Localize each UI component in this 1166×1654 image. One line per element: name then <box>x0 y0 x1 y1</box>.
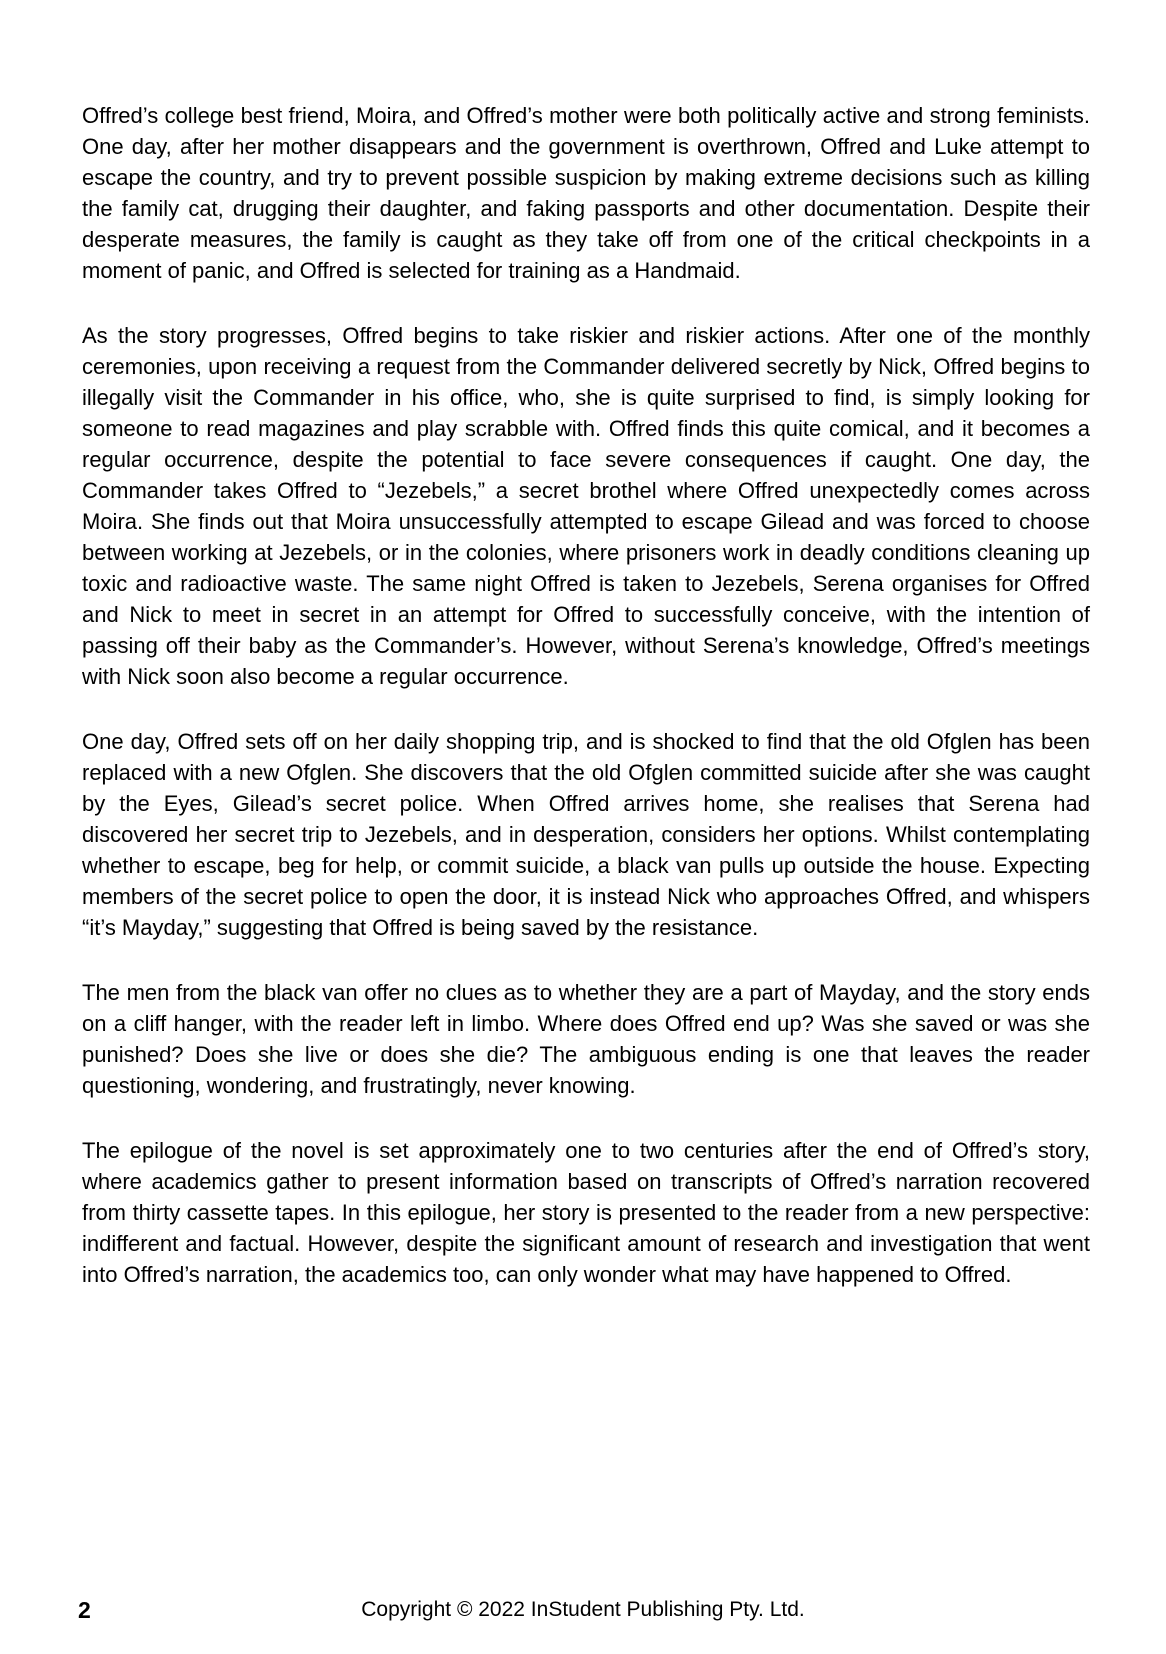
copyright-notice: Copyright © 2022 InStudent Publishing Pty. Ltd. <box>361 1598 805 1621</box>
paragraph-1: Offred’s college best friend, Moira, and Offred’s mother were both politically active and strong feminists. One day, after her mother disappears and the government is overthrown, Offred and Luke attempt to escape the country, and try to prevent possible suspicion by making extreme decisions such as killing the family cat, drugging their daughter, and faking passports and other documentation. Despite their desperate measures, the family is caught as they take off from one of the critical checkpoints in a moment of panic, and Offred is selected for training as a Handmaid. <box>82 103 1090 283</box>
paragraph-5: The epilogue of the novel is set approximately one to two centuries after the end of Offred’s story, where academics gather to present information based on transcripts of Offred’s narration recovered from thirty cassette tapes. In this epilogue, her story is presented to the reader from a new perspective: indifferent and factual. However, despite the significant amount of research and investigation that went into Offred’s narration, the academics too, can only wonder what may have happened to Offred. <box>82 1138 1090 1287</box>
page-number: 2 <box>78 1597 91 1623</box>
paragraph-4: The men from the black van offer no clues as to whether they are a part of Mayday, and the story ends on a cliff hanger, with the reader left in limbo. Where does Offred end up? Was she saved or was she punished? Does she live or does she die? The ambiguous ending is one that leaves the reader questioning, wondering, and frustratingly, never knowing. <box>82 980 1090 1098</box>
paragraph-3: One day, Offred sets off on her daily shopping trip, and is shocked to find that the old Ofglen has been replaced with a new Ofglen. She discovers that the old Ofglen committed suicide after she was caught by the Eyes, Gilead’s secret police. When Offred arrives home, she realises that Serena had discovered her secret trip to Jezebels, and in desperation, considers her options. Whilst contemplating whether to escape, beg for help, or commit suicide, a black van pulls up outside the house. Expecting members of the secret police to open the door, it is instead Nick who approaches Offred, and whispers “it’s Mayday,” suggesting that Offred is being saved by the resistance. <box>82 729 1090 940</box>
summary-text-block <box>82 100 1090 1290</box>
paragraph-2: As the story progresses, Offred begins to take riskier and riskier actions. After one of the monthly ceremonies, upon receiving a request from the Commander delivered secretly by Nick, Offred begins to illegally visit the Commander in his office, who, she is quite surprised to find, is simply looking for someone to read magazines and play scrabble with. Offred finds this quite comical, and it becomes a regular occurrence, despite the potential to face severe consequences if caught. One day, the Commander takes Offred to “Jezebels,” a secret brothel where Offred unexpectedly comes across Moira. She finds out that Moira unsuccessfully attempted to escape Gilead and was forced to choose between working at Jezebels, or in the colonies, where prisoners work in deadly conditions cleaning up toxic and radioactive waste. The same night Offred is taken to Jezebels, Serena organises for Offred and Nick to meet in secret in an attempt for Offred to successfully conceive, with the intention of passing off their baby as the Commander’s. However, without Serena’s knowledge, Offred’s meetings with Nick soon also become a regular occurrence. <box>82 323 1090 689</box>
page-footer <box>0 1596 1166 1626</box>
